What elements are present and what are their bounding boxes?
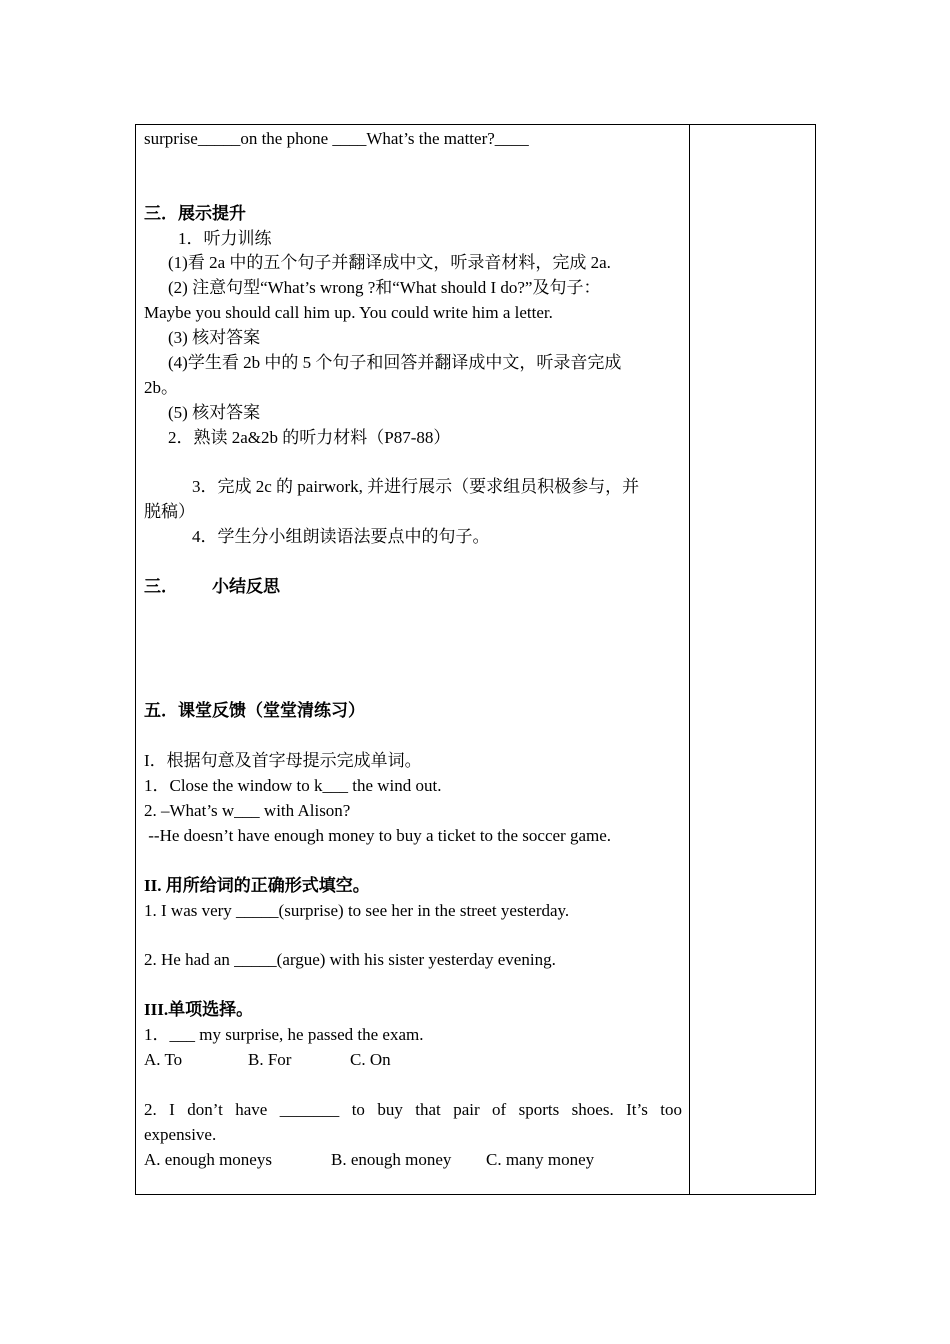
step-text: 3．完成 2c 的 pairwork, 并进行展示（要求组员积极参与，并 xyxy=(192,477,640,497)
question: 1．Close the window to k___ the wind out. xyxy=(144,776,442,796)
part-title: II. 用所给词的正确形式填空。 xyxy=(144,875,370,895)
step-text: (5) 核对答案 xyxy=(168,402,261,422)
summary-title: 小结反思 xyxy=(212,577,280,597)
step-text: (2) 注意句型“What’s wrong ?和“What should I do?”及句子： xyxy=(168,278,601,298)
answer-options xyxy=(144,1148,682,1173)
step-text: (1)看 2a 中的五个句子并翻译成中文，听录音材料，完成 2a. xyxy=(168,253,611,273)
question-answer: --He doesn’t have enough money to buy a ticket to the soccer game. xyxy=(144,825,612,845)
answer-options xyxy=(144,1048,682,1073)
step-text: 脱稿） xyxy=(144,502,195,522)
option: B. For xyxy=(248,1049,292,1069)
step-text: (3) 核对答案 xyxy=(168,328,261,348)
question: 2. –What’s w___ with Alison? xyxy=(144,801,351,821)
summary-number: 三． xyxy=(144,577,178,597)
sub-heading: 1．听力训练 xyxy=(178,228,272,248)
option: C. many money xyxy=(486,1149,595,1169)
option: A. enough moneys xyxy=(144,1149,272,1169)
part-title: III.单项选择。 xyxy=(144,1000,254,1020)
question: 2. I don’t have _______ to buy that pair of sports shoes. It’s too xyxy=(144,1099,682,1119)
section-title: 三．展示提升 xyxy=(144,203,246,223)
section-title: 五．课堂反馈（堂堂清练习） xyxy=(144,701,365,721)
notes-column xyxy=(690,125,815,1194)
question: expensive. xyxy=(144,1124,217,1144)
step-text: 2．熟读 2a&2b 的听力材料（P87-88） xyxy=(168,427,451,447)
step-text: (4)学生看 2b 中的 5 个句子和回答并翻译成中文，听录音完成 xyxy=(168,353,622,373)
lesson-table xyxy=(135,124,816,1195)
question: 1. I was very _____(surprise) to see her in the street yesterday. xyxy=(144,900,570,920)
step-text: 4．学生分小组朗读语法要点中的句子。 xyxy=(192,527,490,547)
step-text: Maybe you should call him up. You could write him a letter. xyxy=(144,303,553,323)
option: B. enough money xyxy=(331,1149,452,1169)
summary-heading xyxy=(144,575,682,600)
main-column xyxy=(136,125,690,1194)
option: A. To xyxy=(144,1049,183,1069)
step-text: 2b。 xyxy=(144,377,178,397)
option: C. On xyxy=(350,1049,391,1069)
main-content xyxy=(144,127,682,1172)
question: 2. He had an _____(argue) with his sister yesterday evening. xyxy=(144,950,556,970)
question: 1．___ my surprise, he passed the exam. xyxy=(144,1025,424,1045)
vocab-line: surprise_____on the phone ____What’s the matter?____ xyxy=(144,129,529,148)
part-title: I．根据句意及首字母提示完成单词。 xyxy=(144,751,422,771)
